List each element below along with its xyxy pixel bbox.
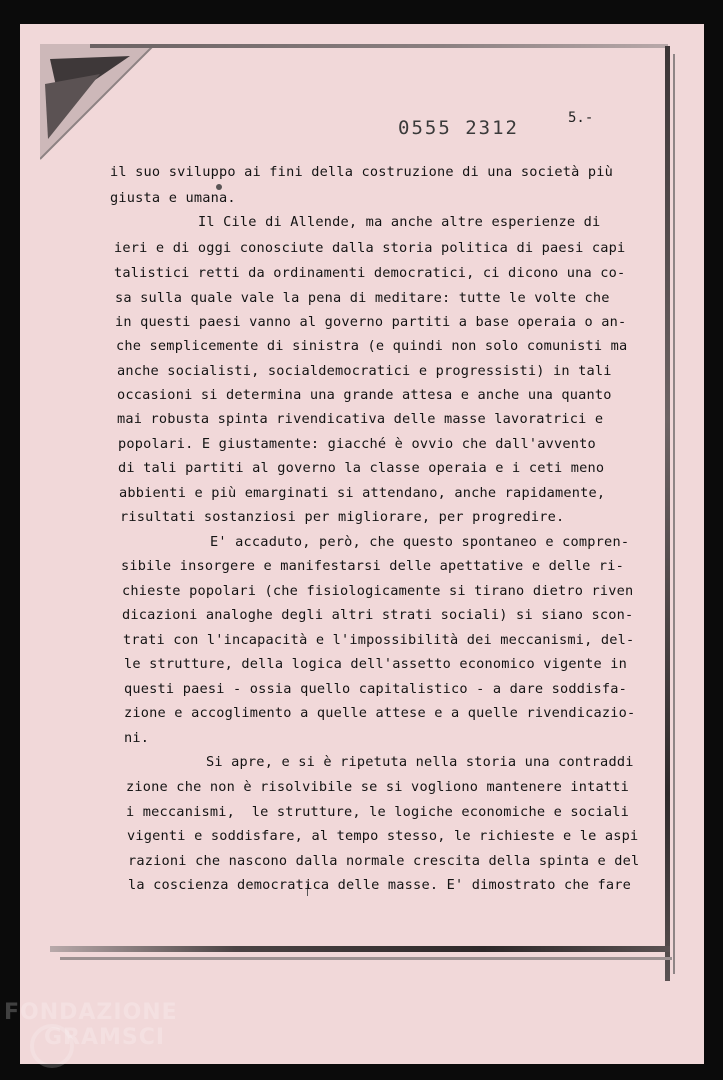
text-line: in questi paesi vanno al governo partiti a base operaia o an- bbox=[115, 314, 627, 330]
text-line: giusta e umana. bbox=[110, 190, 236, 206]
frame-bottom-edge bbox=[50, 946, 670, 952]
text-line: trati con l'incapacità e l'impossibilità dei meccanismi, del- bbox=[123, 632, 635, 648]
text-line: le strutture, della logica dell'assetto economico vigente in bbox=[124, 656, 628, 672]
text-line: occasioni si determina una grande attesa e anche una quanto bbox=[117, 387, 612, 403]
document-page bbox=[20, 24, 704, 1064]
text-line: che semplicemente di sinistra (e quindi non solo comunisti ma bbox=[116, 338, 628, 354]
text-line: zione e accoglimento a quelle attese e a quelle rivendicazio- bbox=[124, 705, 636, 721]
text-line: talistici retti da ordinamenti democratici, ci dicono una co- bbox=[114, 265, 626, 281]
text-line: anche socialisti, socialdemocratici e progressisti) in tali bbox=[117, 363, 612, 379]
text-line: vigenti e soddisfare, al tempo stesso, le richieste e le aspi bbox=[127, 828, 639, 844]
text-line: popolari. E giustamente: giacché è ovvio che dall'avvento bbox=[118, 436, 596, 452]
text-line: sibile insorgere e manifestarsi delle apettative e delle ri- bbox=[121, 558, 625, 574]
text-line: sa sulla quale vale la pena di meditare: tutte le volte che bbox=[115, 290, 610, 306]
frame-right-edge bbox=[665, 46, 670, 981]
text-line: ieri e di oggi conosciute dalla storia politica di paesi capi bbox=[114, 240, 626, 256]
frame-top-edge bbox=[90, 44, 668, 48]
folded-corner-shadow bbox=[40, 44, 160, 164]
text-line: abbienti e più emarginati si attendano, anche rapidamente, bbox=[119, 485, 606, 501]
frame-bottom-edge-inner bbox=[60, 957, 672, 960]
text-line: risultati sostanziosi per migliorare, per progredire. bbox=[120, 509, 565, 525]
frame-right-edge-inner bbox=[673, 54, 675, 974]
watermark-line1: FONDAZIONE bbox=[4, 1000, 178, 1025]
text-line: questi paesi - ossia quello capitalistico - a dare soddisfa- bbox=[124, 681, 628, 697]
text-line: Si apre, e si è ripetuta nella storia una contraddi bbox=[206, 754, 634, 770]
text-line: zione che non è risolvibile se si vogliono mantenere intatti bbox=[126, 779, 630, 795]
watermark-line2: GRAMSCI bbox=[44, 1025, 166, 1050]
watermark bbox=[4, 1000, 178, 1050]
text-line: di tali partiti al governo la classe operaia e i ceti meno bbox=[118, 460, 605, 476]
text-line: la coscienza democratica delle masse. E' dimostrato che fare bbox=[128, 877, 632, 893]
text-line: i meccanismi, le strutture, le logiche economiche e sociali bbox=[126, 804, 630, 820]
text-line: mai robusta spinta rivendicativa delle masse lavoratrici e bbox=[117, 411, 604, 427]
text-line: E' accaduto, però, che questo spontaneo e compren- bbox=[210, 534, 630, 550]
text-line: chieste popolari (che fisiologicamente si tirano dietro riven bbox=[122, 583, 634, 599]
text-line: razioni che nascono dalla normale crescita della spinta e del bbox=[128, 853, 640, 869]
text-line: Il Cile di Allende, ma anche altre esperienze di bbox=[198, 214, 601, 230]
document-number: 0555 2312 bbox=[398, 117, 519, 139]
text-line: dicazioni analoghe degli altri strati sociali) si siano scon- bbox=[122, 607, 634, 623]
text-line: ni. bbox=[124, 730, 150, 746]
text-line: il suo sviluppo ai fini della costruzione di una società più bbox=[110, 164, 614, 180]
page-number: 5.- bbox=[568, 110, 594, 126]
